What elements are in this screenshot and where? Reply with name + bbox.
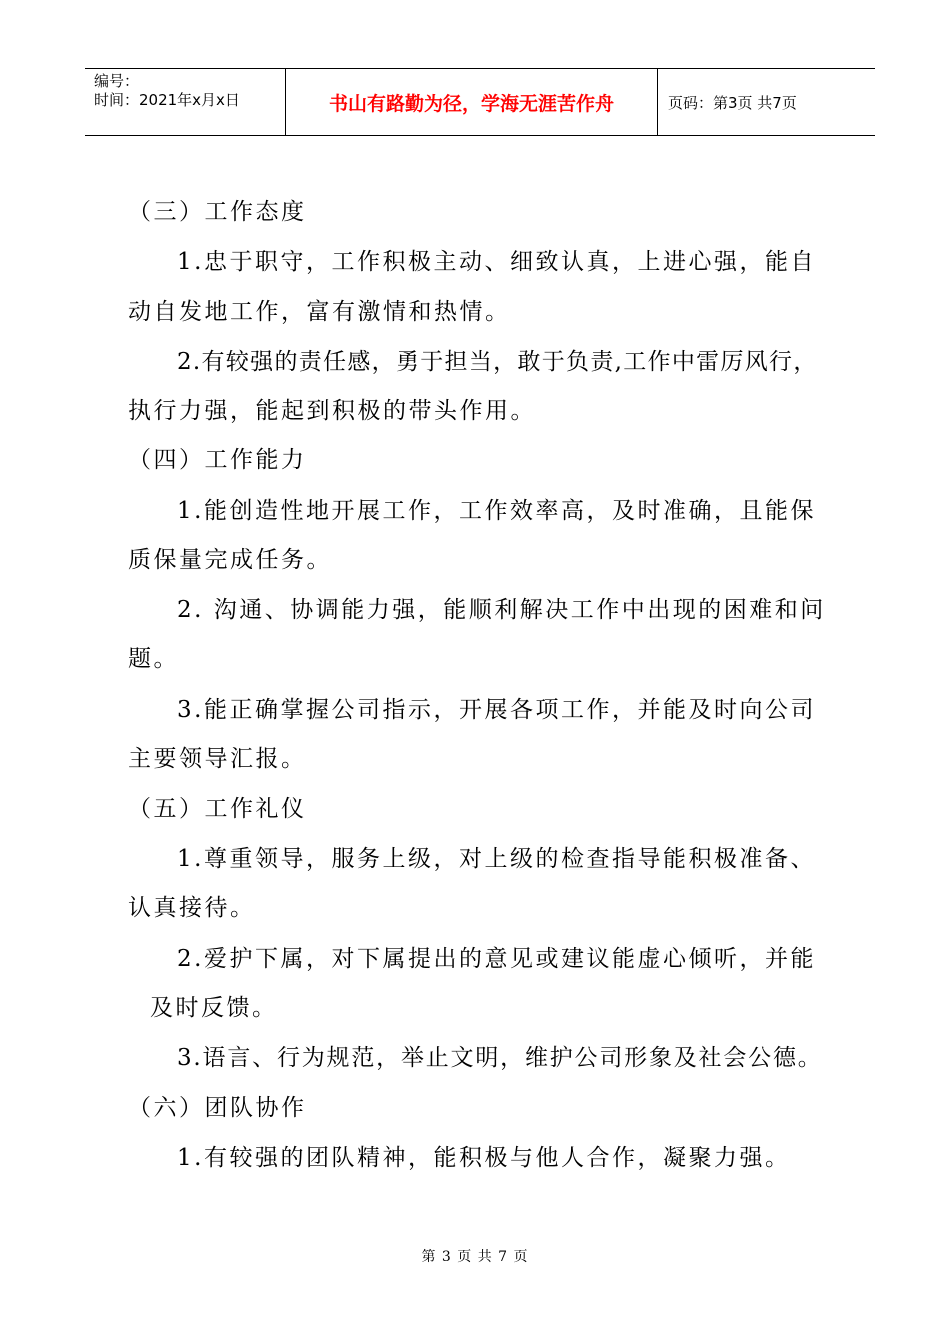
paragraph-line: 1.尊重领导，服务上级，对上级的检查指导能积极准备、	[177, 846, 816, 872]
page-footer: 第 3 页 共 7 页	[421, 1249, 529, 1265]
paragraph-line: 1.有较强的团队精神，能积极与他人合作，凝聚力强。	[177, 1145, 791, 1171]
paragraph-line: 题。	[128, 646, 179, 672]
document-header	[85, 68, 875, 136]
paragraph-line: 1.能创造性地开展工作，工作效率高，及时准确，且能保	[177, 498, 816, 524]
paragraph-line: 2. 沟通、协调能力强，能顺利解决工作中出现的困难和问	[177, 597, 826, 623]
header-meta-cell	[85, 69, 286, 135]
paragraph-line: 1.忠于职守，工作积极主动、细致认真，上进心强，能自	[177, 249, 816, 275]
document-number-label: 编号：	[94, 72, 140, 90]
paragraph-line: 3.能正确掌握公司指示，开展各项工作，并能及时向公司	[177, 697, 816, 723]
paragraph-line: 3.语言、行为规范，举止文明，维护公司形象及社会公德。	[177, 1045, 823, 1071]
paragraph-line: 认真接待。	[128, 895, 256, 921]
document-time-label: 时间：2021年x月x日	[94, 91, 240, 109]
paragraph-line: 主要领导汇报。	[128, 746, 307, 772]
paragraph-line: 及时反馈。	[150, 995, 278, 1021]
paragraph-line: 质保量完成任务。	[128, 547, 332, 573]
paragraph-line: 执行力强，能起到积极的带头作用。	[128, 398, 536, 424]
header-slogan: 书山有路勤为径，学海无涯苦作舟	[286, 69, 658, 135]
section-heading-ability: （四）工作能力	[128, 447, 307, 473]
paragraph-line: 动自发地工作，富有激情和热情。	[128, 299, 511, 325]
paragraph-line: 2.爱护下属，对下属提出的意见或建议能虚心倾听，并能	[177, 946, 816, 972]
section-heading-etiquette: （五）工作礼仪	[128, 796, 307, 822]
header-page-info: 页码：第3页 共7页	[668, 93, 797, 112]
paragraph-line: 2.有较强的责任感，勇于担当，敢于负责,工作中雷厉风行，	[177, 349, 818, 375]
section-heading-attitude: （三）工作态度	[128, 199, 307, 225]
section-heading-teamwork: （六）团队协作	[128, 1095, 307, 1121]
